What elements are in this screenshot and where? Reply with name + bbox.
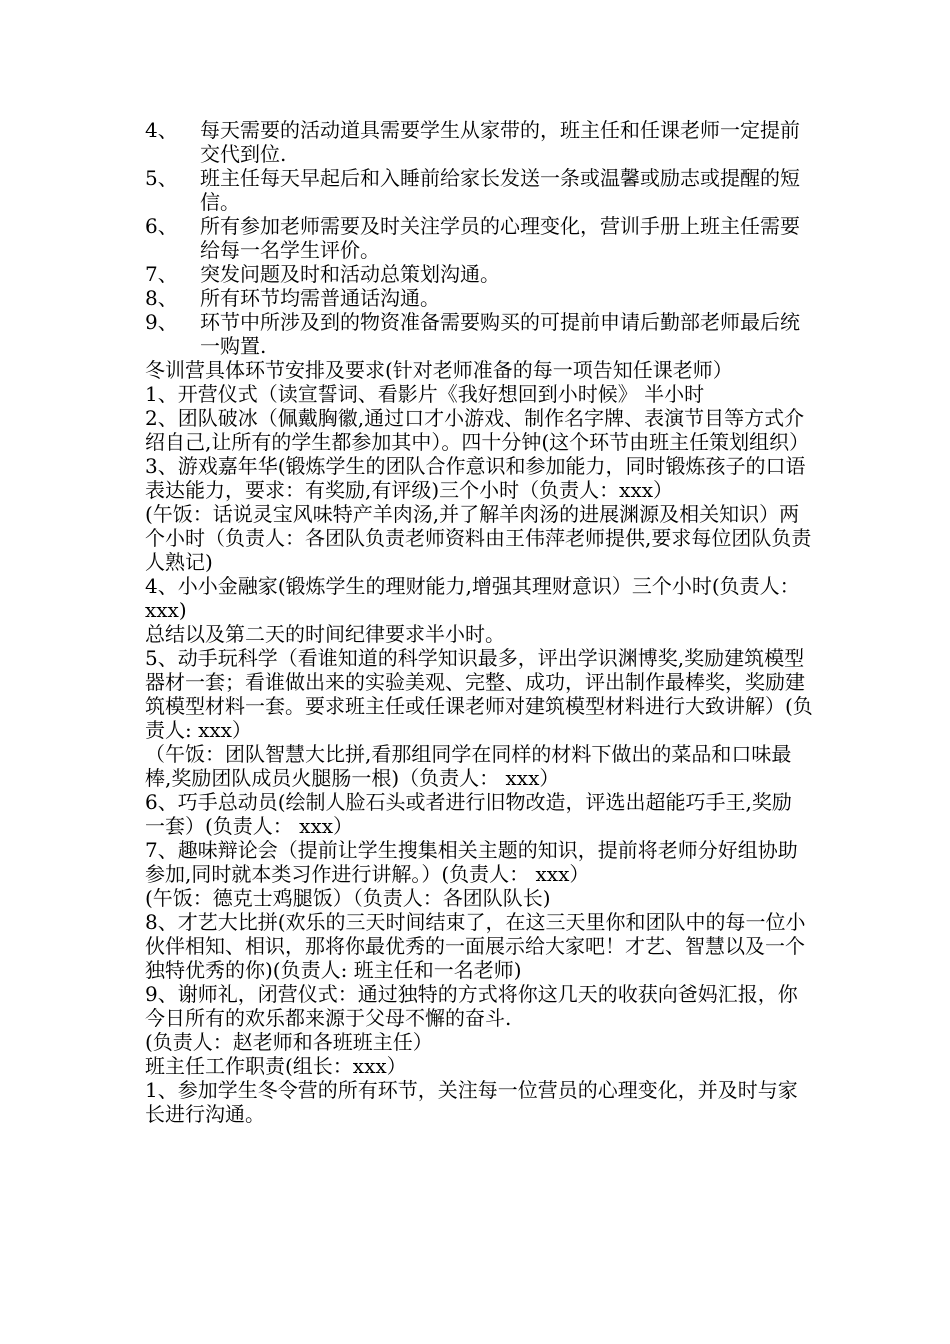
- paragraph: 4、小小金融家(锻炼学生的理财能力,增强其理财意识）三个小时(负责人： xxx): [145, 574, 800, 622]
- paragraph: 8、才艺大比拼(欢乐的三天时间结束了，在这三天里你和团队中的每一位小伙伴相知、相识，那将你最优秀的一面展示给大家吧！才艺、智慧以及一个独特优秀的你)(负责人: 班主任和一名老师): [145, 910, 806, 982]
- item-number: 4、: [145, 118, 178, 142]
- document-body: [145, 118, 813, 1126]
- numbered-item: [145, 262, 813, 286]
- item-number: 5、: [145, 166, 178, 190]
- paragraph: 6、巧手总动员(绘制人脸石头或者进行旧物改造，评选出超能巧手王,奖励 一套）(负责人： xxx）: [145, 790, 812, 838]
- paragraph: 1、参加学生冬令营的所有环节，关注每一位营员的心理变化，并及时与家长进行沟通。: [145, 1078, 798, 1126]
- item-text: 突发问题及时和活动总策划沟通。: [200, 262, 500, 286]
- item-text: 所有参加老师需要及时关注学员的心理变化，营训手册上班主任需要给每一名学生评价。: [200, 214, 800, 262]
- item-number: 9、: [145, 310, 178, 334]
- item-number: 6、: [145, 214, 178, 238]
- paragraph: 7、趣味辩论会（提前让学生搜集相关主题的知识，提前将老师分好组协助参加,同时就本类习作进行讲解。）(负责人： xxx）: [145, 838, 798, 886]
- paragraph: 9、谢师礼，闭营仪式：通过独特的方式将你这几天的收获向爸妈汇报，你今日所有的欢乐都来源于父母不懈的奋斗.: [145, 982, 798, 1030]
- paragraph: (午饭：德克士鸡腿饭）（负责人：各团队队长): [145, 886, 551, 910]
- paragraph: （午饭：团队智慧大比拼,看那组同学在同样的材料下做出的菜品和口味最棒,奖励团队成员火腿肠一根)（负责人： xxx）: [145, 742, 792, 790]
- section-heading: 班主任工作职责(组长：xxx）: [145, 1054, 407, 1078]
- numbered-item: [145, 214, 813, 262]
- item-text: 班主任每天早起后和入睡前给家长发送一条或温馨或励志或提醒的短信。: [200, 166, 800, 214]
- numbered-item: [145, 310, 813, 358]
- numbered-item: [145, 166, 813, 214]
- paragraph: 3、游戏嘉年华(锻炼学生的团队合作意识和参加能力，同时锻炼孩子的口语表达能力，要求：有奖励,有评级)三个小时（负责人：xxx）: [145, 454, 806, 502]
- paragraph: (午饭：话说灵宝风味特产羊肉汤,并了解羊肉汤的进展渊源及相关知识）两个小时（负责人：各团队负责老师资料由王伟萍老师提供,要求每位团队负责人熟记): [145, 502, 812, 574]
- numbered-item: [145, 286, 813, 310]
- item-text: 环节中所涉及到的物资准备需要购买的可提前申请后勤部老师最后统一购置.: [200, 310, 800, 358]
- item-text: 所有环节均需普通话沟通。: [200, 286, 440, 310]
- paragraph: 1、开营仪式（读宣誓词、看影片《我好想回到小时候》 半小时: [145, 382, 705, 406]
- section-heading: 冬训营具体环节安排及要求(针对老师准备的每一项告知任课老师）: [145, 358, 733, 382]
- paragraph: 总结以及第二天的时间纪律要求半小时。: [145, 622, 505, 646]
- paragraph: 5、动手玩科学（看谁知道的科学知识最多，评出学识渊博奖,奖励建筑模型器材一套；看谁做出来的实验美观、完整、成功，评出制作最棒奖，奖励建筑模型材料一套。要求班主任或任课老师对建筑模型材料进行大致讲解）(负责人: xxx）: [145, 646, 813, 742]
- paragraph: 2、团队破冰（佩戴胸徽,通过口才小游戏、制作名字牌、表演节目等方式介绍自己,让所有的学生都参加其中）。四十分钟(这个环节由班主任策划组织）: [145, 406, 810, 454]
- numbered-item: [145, 118, 813, 166]
- item-number: 7、: [145, 262, 178, 286]
- paragraph: (负责人：赵老师和各班班主任）: [145, 1030, 433, 1054]
- item-text: 每天需要的活动道具需要学生从家带的，班主任和任课老师一定提前交代到位.: [200, 118, 800, 166]
- item-number: 8、: [145, 286, 178, 310]
